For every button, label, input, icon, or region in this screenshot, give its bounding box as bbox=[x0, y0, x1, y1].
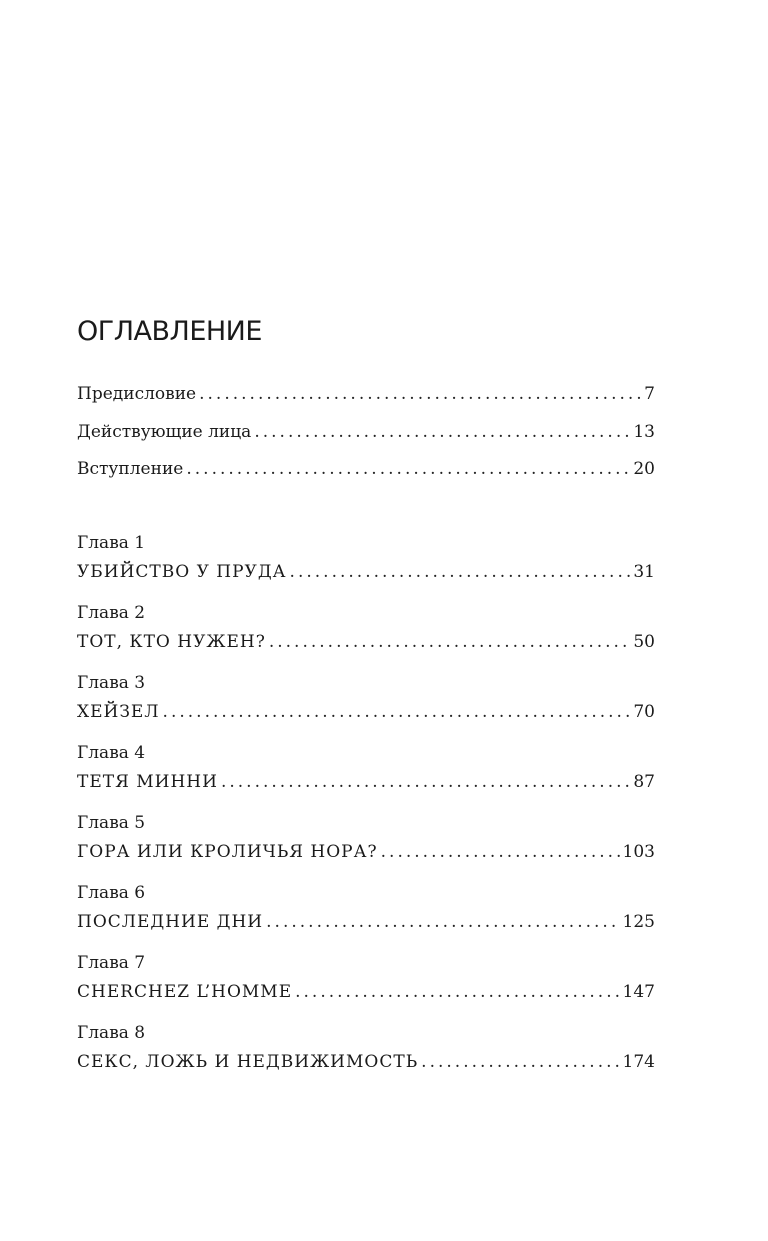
chapter-number: Глава 2 bbox=[77, 603, 146, 623]
chapter-number: Глава 4 bbox=[77, 743, 146, 763]
chapter-number: Глава 7 bbox=[77, 953, 146, 973]
toc-entry-label: Действующие лица bbox=[77, 422, 252, 442]
dot-leader bbox=[381, 840, 620, 864]
toc-entry-label: ПОСЛЕДНИЕ ДНИ bbox=[77, 912, 264, 932]
dot-leader bbox=[269, 630, 631, 654]
toc-entry-label: CHERCHEZ L’HOMME bbox=[77, 982, 293, 1002]
toc-entry-page: 7 bbox=[644, 384, 655, 404]
toc-entry-chapter-3[interactable] bbox=[77, 700, 655, 724]
toc-entry-label: ХЕЙЗЕЛ bbox=[77, 702, 160, 722]
dot-leader bbox=[295, 980, 619, 1004]
dot-leader bbox=[421, 1050, 619, 1074]
toc-entry-label: УБИЙСТВО У ПРУДА bbox=[77, 562, 287, 582]
toc-entry-page: 20 bbox=[633, 459, 655, 479]
toc-entry-introduction[interactable] bbox=[77, 457, 655, 481]
dot-leader bbox=[186, 457, 630, 481]
toc-entry-label: Предисловие bbox=[77, 384, 197, 404]
page-title: ОГЛАВЛЕНИЕ bbox=[77, 316, 262, 347]
chapter-number: Глава 8 bbox=[77, 1023, 146, 1043]
toc-entry-characters[interactable] bbox=[77, 420, 655, 444]
dot-leader bbox=[163, 700, 631, 724]
toc-entry-label: ГОРА ИЛИ КРОЛИЧЬЯ НОРА? bbox=[77, 842, 378, 862]
toc-entry-page: 174 bbox=[622, 1052, 655, 1072]
toc-entry-preface[interactable] bbox=[77, 382, 655, 406]
dot-leader bbox=[221, 770, 630, 794]
dot-leader bbox=[199, 382, 641, 406]
toc-entry-page: 87 bbox=[633, 772, 655, 792]
toc-entry-page: 70 bbox=[633, 702, 655, 722]
chapter-number: Глава 1 bbox=[77, 533, 146, 553]
toc-entry-page: 103 bbox=[622, 842, 655, 862]
toc-entry-chapter-6[interactable] bbox=[77, 910, 655, 934]
toc-entry-label: СЕКС, ЛОЖЬ И НЕДВИЖИМОСТЬ bbox=[77, 1052, 419, 1072]
chapter-number: Глава 3 bbox=[77, 673, 146, 693]
dot-leader bbox=[254, 420, 630, 444]
toc-entry-page: 13 bbox=[633, 422, 655, 442]
toc-entry-label: ТЕТЯ МИННИ bbox=[77, 772, 218, 792]
toc-entry-chapter-5[interactable] bbox=[77, 840, 655, 864]
toc-entry-label: ТОТ, КТО НУЖЕН? bbox=[77, 632, 266, 652]
dot-leader bbox=[266, 910, 619, 934]
toc-entry-page: 31 bbox=[633, 562, 655, 582]
chapter-number: Глава 6 bbox=[77, 883, 146, 903]
toc-entry-chapter-4[interactable] bbox=[77, 770, 655, 794]
toc-entry-label: Вступление bbox=[77, 459, 184, 479]
toc-entry-page: 125 bbox=[622, 912, 655, 932]
dot-leader bbox=[290, 560, 631, 584]
toc-entry-page: 50 bbox=[633, 632, 655, 652]
chapter-number: Глава 5 bbox=[77, 813, 146, 833]
toc-entry-chapter-1[interactable] bbox=[77, 560, 655, 584]
toc-entry-page: 147 bbox=[622, 982, 655, 1002]
toc-entry-chapter-2[interactable] bbox=[77, 630, 655, 654]
toc-entry-chapter-8[interactable] bbox=[77, 1050, 655, 1074]
toc-entry-chapter-7[interactable] bbox=[77, 980, 655, 1004]
